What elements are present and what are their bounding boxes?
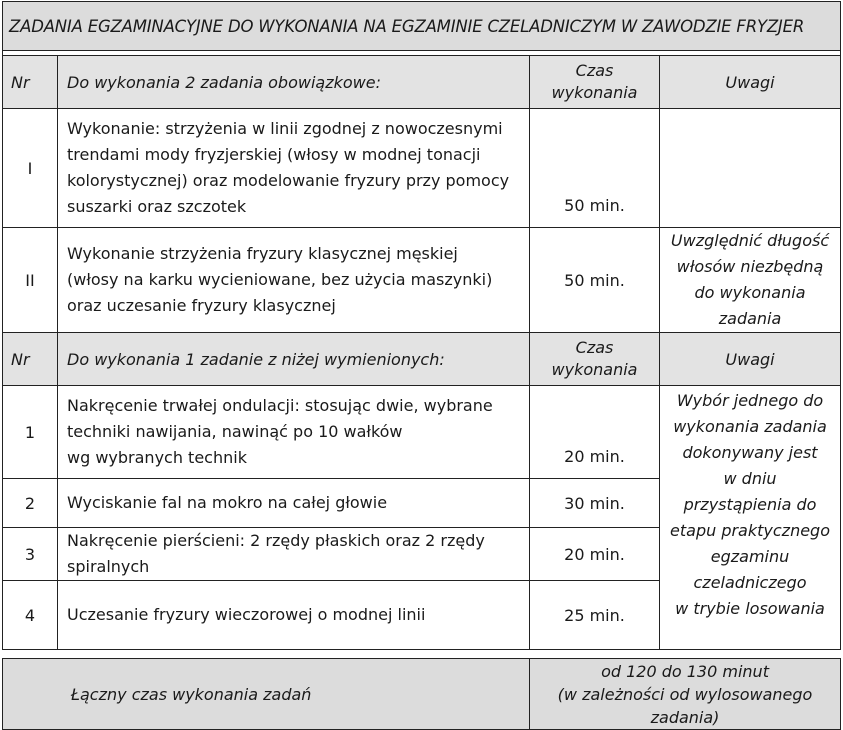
note-line: zadania [718,309,782,328]
note-line: etapu praktycznego [670,521,830,540]
desc-line: wg wybranych technik [67,448,247,467]
row-number: II [2,228,58,333]
note-line: włosów niezbędną [676,257,824,276]
note-line: Uwzględnić długość [670,231,830,250]
desc-line: spiralnych [67,557,150,576]
row-number: 2 [2,479,58,528]
note-line: w trybie losowania [675,599,825,618]
desc-line: kolorystycznej) oraz modelowanie fryzury przy pomocy [67,171,510,190]
desc-line: oraz uczesanie fryzury klasycznej [67,296,336,315]
section1-desc-header: Do wykonania 2 zadania obowiązkowe: [58,56,530,109]
task-description [58,386,530,479]
section2-header-row [2,333,841,386]
desc-line: suszarki oraz szczotek [67,197,247,216]
spacer [2,650,841,659]
selection-note [660,386,841,650]
task-description [58,109,530,228]
note-line: w dniu [723,469,777,488]
section2-desc-header: Do wykonania 1 zadanie z niżej wymienionych: [58,333,530,386]
desc-line: Uczesanie fryzury wieczorowej o modnej linii [67,605,426,624]
task-time: 30 min. [530,479,660,528]
note-line: do wykonania [694,283,806,302]
total-time-value [530,659,841,730]
total-time-line: (w zależności od wylosowanego [557,684,813,704]
summary-row [2,659,841,730]
note-line: czeladniczego [693,573,807,592]
total-time-label: Łączny czas wykonania zadań [2,659,530,730]
task-note [660,109,841,228]
note-line: przystąpienia do [683,495,817,514]
nr-header: Nr [2,56,58,109]
desc-line: Nakręcenie pierścieni: 2 rzędy płaskich oraz 2 rzędy [67,531,485,550]
notes-header: Uwagi [660,56,841,109]
desc-line: trendami mody fryzjerskiej (włosy w modnej tonacji [67,145,481,164]
task-time: 20 min. [530,386,660,479]
section1-header-row [2,56,841,109]
table-row [2,109,841,228]
desc-line: Nakręcenie trwałej ondulacji: stosując dwie, wybrane [67,396,493,415]
task-time: 25 min. [530,581,660,650]
time-header-line: wykonania [551,360,638,379]
time-header-line: wykonania [551,83,638,102]
task-description [58,479,530,528]
total-time-line: od 120 do 130 minut [601,661,769,681]
desc-line: techniki nawijania, nawinąć po 10 wałków [67,422,403,441]
task-time: 50 min. [530,228,660,333]
notes-header: Uwagi [660,333,841,386]
time-header-line: Czas [575,338,614,357]
total-time-line: zadania) [650,707,720,727]
exam-tasks-table [2,1,841,730]
row-number: I [2,109,58,228]
note-line: dokonywany jest [682,443,818,462]
nr-header: Nr [2,333,58,386]
time-header-line: Czas [575,61,614,80]
task-time: 20 min. [530,528,660,581]
table-row [2,228,841,333]
note-line: Wybór jednego do [676,391,824,410]
note-line: egzaminu [710,547,790,566]
table-row [2,386,841,479]
row-number: 3 [2,528,58,581]
task-note [660,228,841,333]
desc-line: (włosy na karku wycieniowane, bez użycia maszynki) [67,270,493,289]
time-header [530,56,660,109]
task-time: 50 min. [530,109,660,228]
spacer [2,650,841,659]
document-title: ZADANIA EGZAMINACYJNE DO WYKONANIA NA EGZAMINIE CZELADNICZYM W ZAWODZIE FRYZJER [2,1,841,51]
note-line: wykonania zadania [673,417,827,436]
row-number: 4 [2,581,58,650]
task-description [58,228,530,333]
time-header [530,333,660,386]
desc-line: Wykonanie strzyżenia fryzury klasycznej męskiej [67,244,458,263]
task-description [58,528,530,581]
task-description [58,581,530,650]
desc-line: Wyciskanie fal na mokro na całej głowie [67,493,388,512]
row-number: 1 [2,386,58,479]
desc-line: Wykonanie: strzyżenia w linii zgodnej z nowoczesnymi [67,119,503,138]
